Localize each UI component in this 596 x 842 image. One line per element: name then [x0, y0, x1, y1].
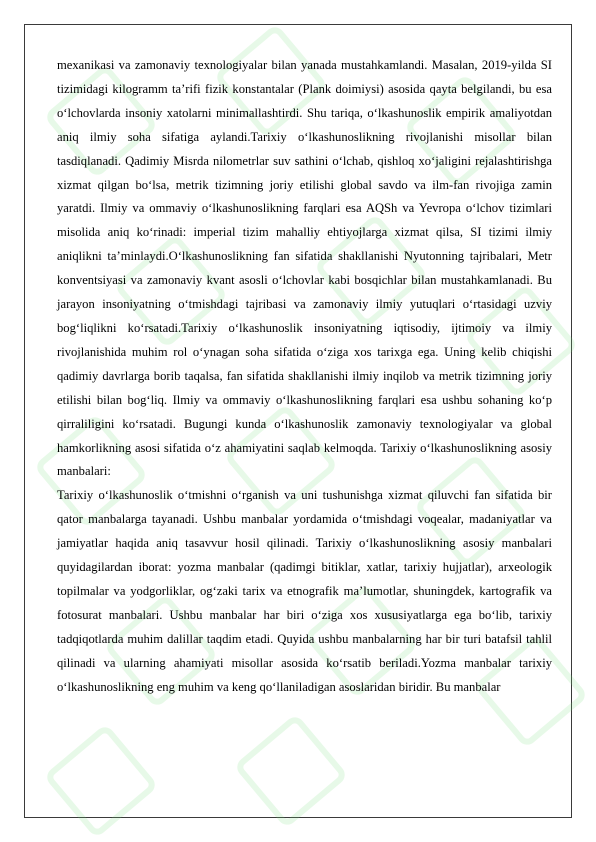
document-body: [57, 54, 552, 699]
paragraph-1: mexanikasi va zamonaviy texnologiyalar bilan yanada mustahkamlandi. Masalan, 2019-yilda SI tizimidagi kilogramm ta’rifi fizik konstantalar (Plank doimiysi) asosida qayta belgilandi, bu esa o‘lchovlarda insoniy xatolarni minimallashtirdi. Shu tariqa, o‘lkashunoslik empirik amaliyotdan aniq ilmiy soha sifatiga aylandi.Tarixiy o‘lkashunoslikning rivojlanishi misollar bilan tasdiqlanadi. Qadimiy Misrda nilometrlar suv sathini o‘lchab, qishloq xo‘jaligini rejalashtirishga xizmat qilgan bo‘lsa, metrik tizimning joriy etilishi global savdo va ilm-fan rivojiga zamin yaratdi. Ilmiy va ommaviy o‘lkashunoslikning farqlari esa AQSh va Yevropa o‘lchov tizimlari misolida aniq ko‘rinadi: imperial tizim mahalliy ehtiyojlarga xizmat qilsa, SI tizimi ilmiy aniqlikni ta’minlaydi.O‘lkashunoslikning fan sifatida shakllanishi Nyutonning tajribalari, Metr konventsiyasi va zamonaviy kvant asosli o‘lchovlar kabi bosqichlar bilan mustahkamlanadi. Bu jarayon insoniyatning o‘tmishdagi tajribasi va zamonaviy ilmiy yutuqlari o‘rtasidagi uzviy bog‘liqlikni ko‘rsatadi.Tarixiy o‘lkashunoslik insoniyatning iqtisodiy, ijtimoiy va ilmiy rivojlanishida muhim rol o‘ynagan soha sifatida o‘ziga xos tarixga ega. Uning kelib chiqishi qadimiy davrlarga borib taqalsa, fan sifatida shakllanishi ilmiy inqilob va metrik tizimning joriy etilishi bilan bog‘liq. Ilmiy va ommaviy o‘lkashunoslikning farqlari esa ushbu sohaning ko‘p qirraliligini ko‘rsatadi. Bugungi kunda o‘lkashunoslik zamonaviy texnologiyalar va global hamkorlikning asosi sifatida o‘z ahamiyatini saqlab kelmoqda. Tarixiy o‘lkashunoslikning asosiy manbalari:: [57, 58, 552, 479]
paragraph-2: Tarixiy o‘lkashunoslik o‘tmishni o‘rganish va uni tushunishga xizmat qiluvchi fan sifatida bir qator manbalarga tayanadi. Ushbu manbalar yordamida o‘tmishdagi voqealar, madaniyatlar va jamiyatlar haqida aniq tasavvur hosil qilinadi. Tarixiy o‘lkashunoslikning asosiy manbalari quyidagilardan iborat: yozma manbalar (qadimgi bitiklar, xatlar, tarixiy hujjatlar), arxeologik topilmalar va yodgorliklar, og‘zaki tarix va etnografik ma’lumotlar, shuningdek, kartografik va fotosurat manbalari. Ushbu manbalar har biri o‘ziga xos xususiyatlarga ega bo‘lib, tarixiy tadqiqotlarda muhim dalillar taqdim etadi. Quyida ushbu manbalarning har bir turi batafsil tahlil qilinadi va ularning ahamiyati misollar asosida ko‘rsatib beriladi.Yozma manbalar tarixiy o‘lkashunoslikning eng muhim va keng qo‘llaniladigan asoslaridan biridir. Bu manbalar: [57, 488, 552, 694]
